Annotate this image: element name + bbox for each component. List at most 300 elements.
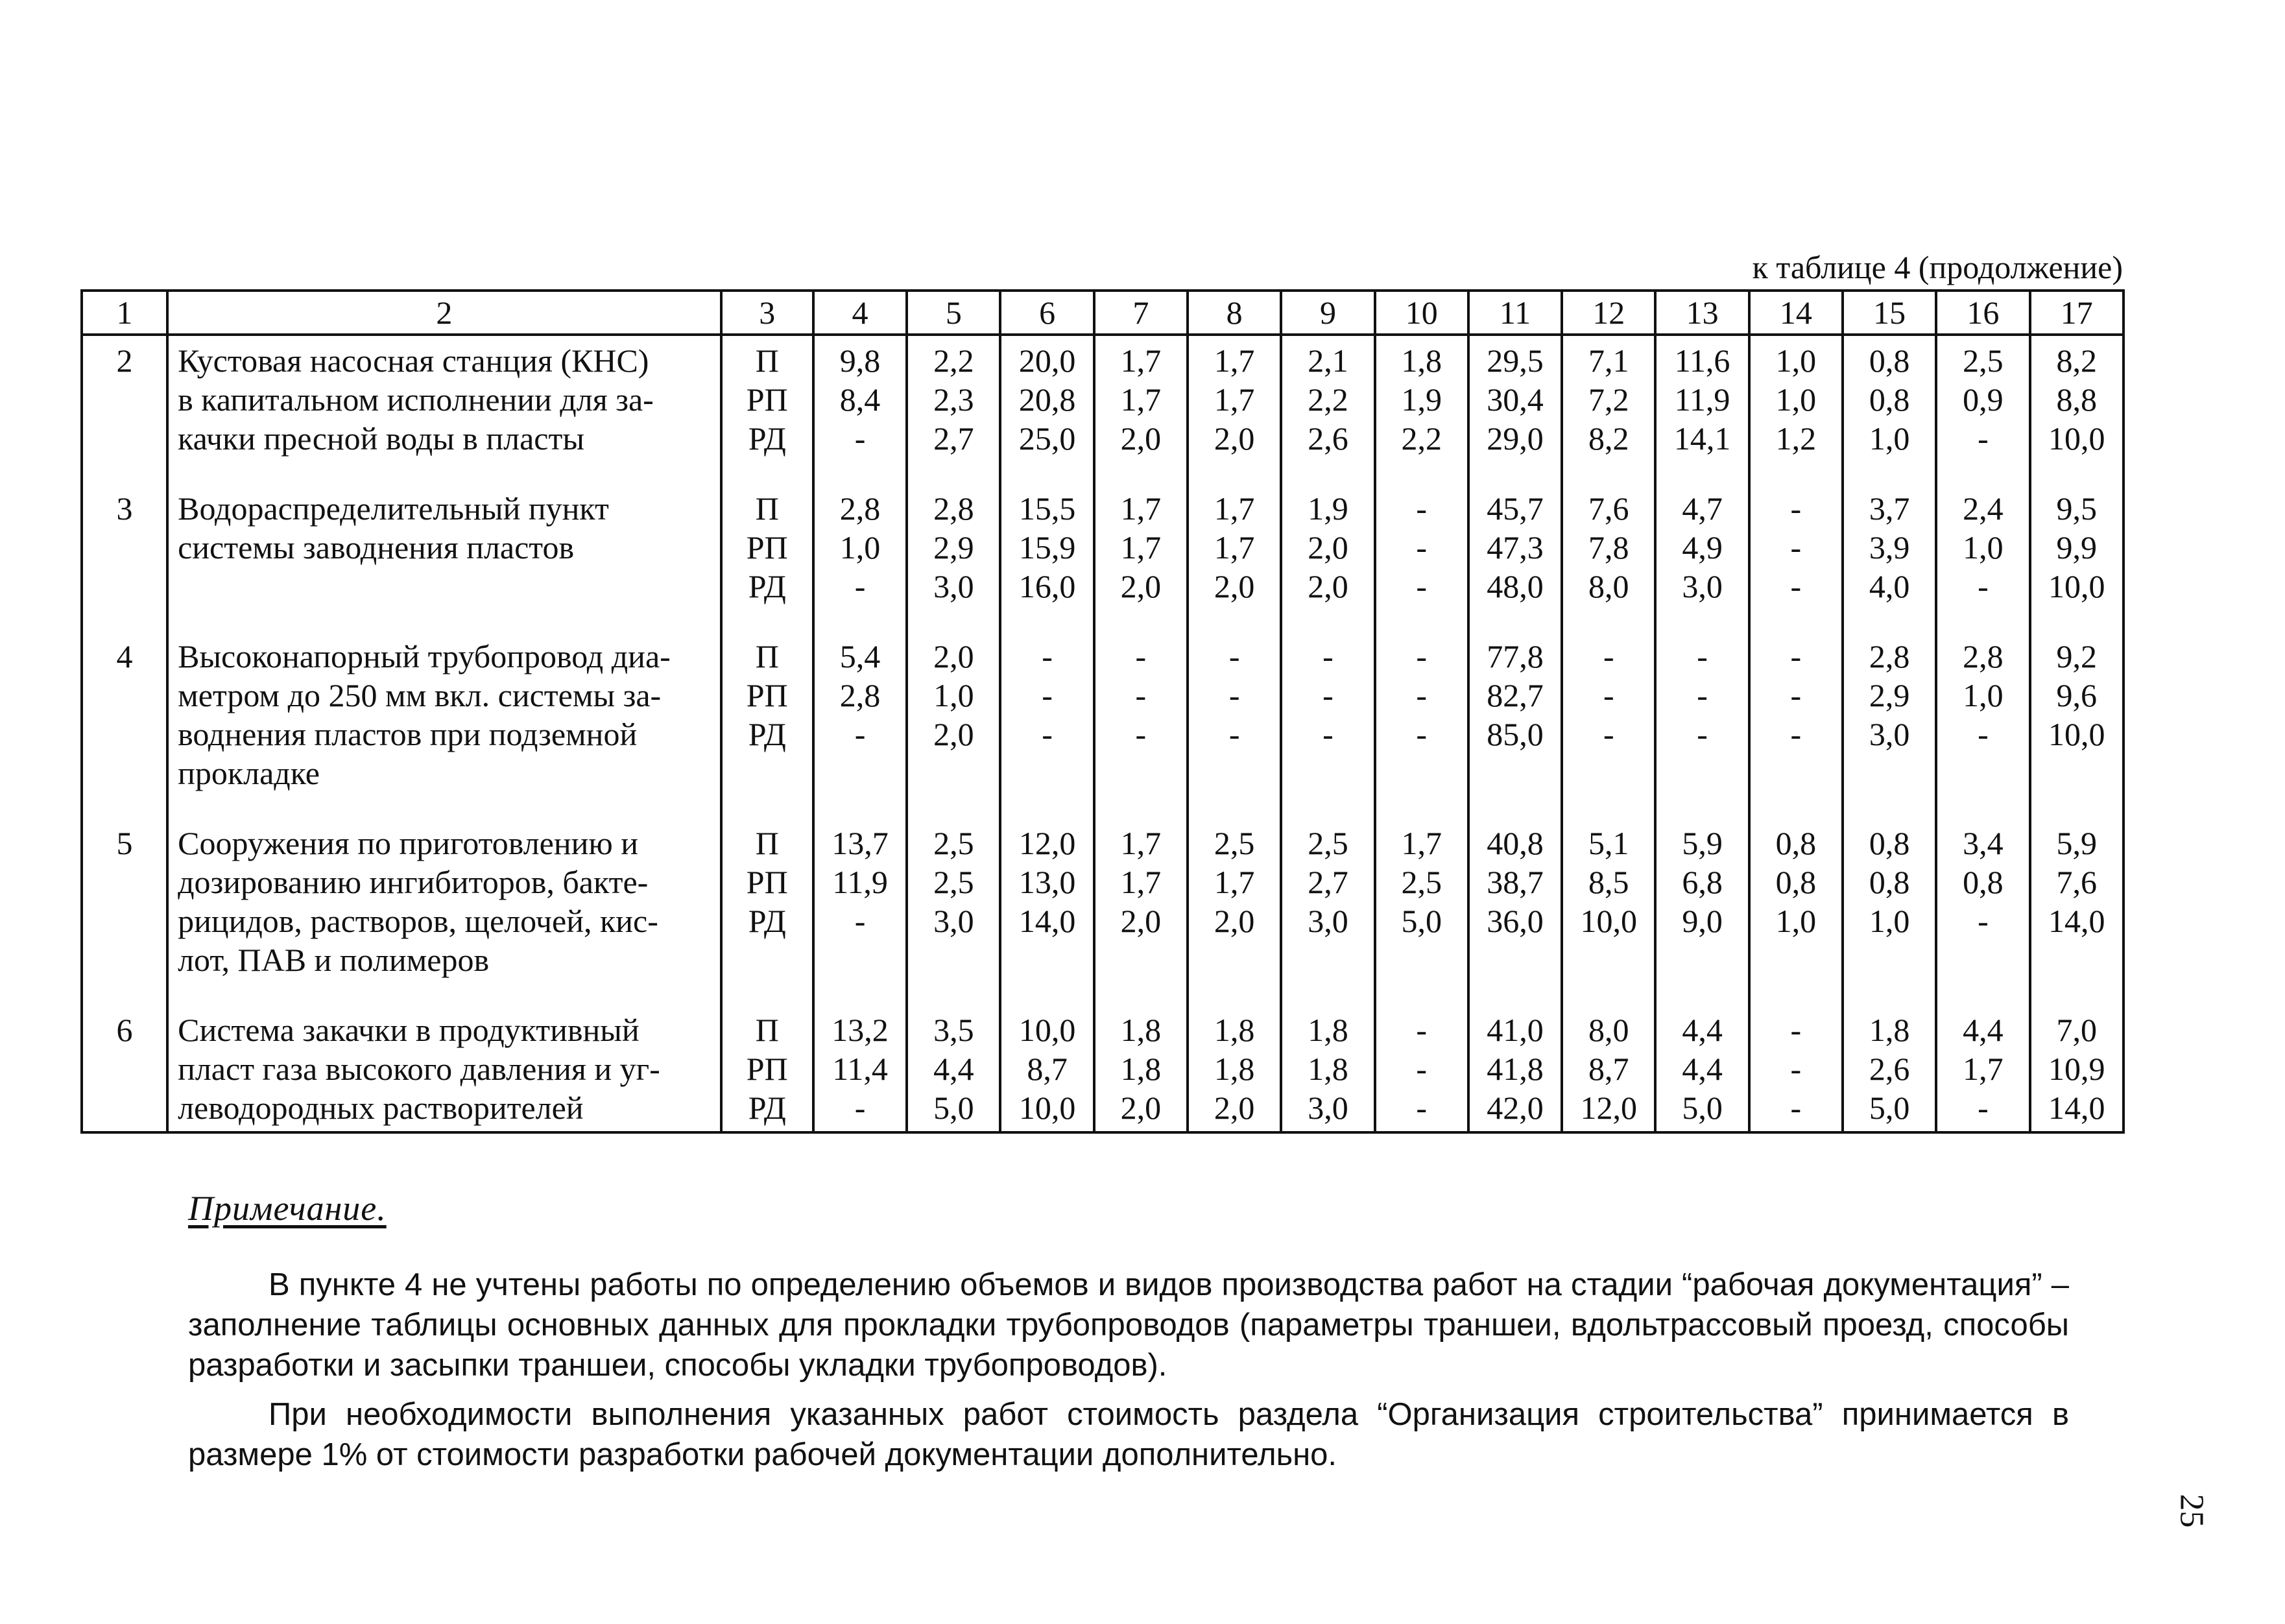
row-number xyxy=(82,1005,167,1132)
cell-value: 2,0 xyxy=(1120,903,1162,939)
cell-value: 2,8 xyxy=(1869,638,1910,675)
cell-value: 1,8 xyxy=(1120,1051,1162,1087)
cell-value: - xyxy=(1416,1090,1428,1126)
cell-value: 5,0 xyxy=(933,1090,974,1126)
column-header: 4 xyxy=(813,291,907,335)
value-cell xyxy=(1655,335,1749,484)
cell-value: 10,0 xyxy=(1018,1090,1076,1126)
column-header: 8 xyxy=(1188,291,1281,335)
value-cell xyxy=(1281,1005,1374,1132)
cell-value: 2,0 xyxy=(1214,903,1255,939)
value-cell xyxy=(1936,632,2029,818)
cell-value: 1,0 xyxy=(1775,381,1817,418)
cell-value: 1,7 xyxy=(1214,490,1255,527)
cell-value: 1,7 xyxy=(1214,864,1255,900)
value-cell xyxy=(1094,484,1188,632)
value-cell xyxy=(1562,484,1655,632)
value-cell xyxy=(2030,818,2123,1005)
row-name-line: Сооружения по приготовлению и xyxy=(178,825,639,861)
row-name-line: в капитальном исполнении для за- xyxy=(178,381,654,418)
cell-value: - xyxy=(1603,638,1614,675)
cell-value: 2,5 xyxy=(933,825,974,861)
cell-value: 45,7 xyxy=(1487,490,1544,527)
value-cell xyxy=(1468,818,1562,1005)
cell-value: - xyxy=(1042,638,1053,675)
stage-label: РП xyxy=(746,529,788,566)
value-cell xyxy=(1562,818,1655,1005)
cell-value: - xyxy=(1042,677,1053,713)
cell-value: 4,4 xyxy=(933,1051,974,1087)
stage-label: РД xyxy=(748,568,786,604)
value-cell xyxy=(813,484,907,632)
value-cell xyxy=(1188,335,1281,484)
table-body xyxy=(82,335,2123,1132)
cost-distribution-table xyxy=(80,289,2125,1134)
row-stages xyxy=(721,335,813,484)
cell-value: 9,8 xyxy=(839,342,881,379)
cell-value: - xyxy=(1790,490,1802,527)
stage-label: РП xyxy=(746,1051,788,1087)
table-header-row xyxy=(82,291,2123,335)
value-cell xyxy=(2030,632,2123,818)
cell-value: 2,6 xyxy=(1308,420,1348,457)
cell-value: 13,7 xyxy=(831,825,889,861)
cell-value: 3,7 xyxy=(1869,490,1910,527)
cell-value: 1,7 xyxy=(1214,342,1255,379)
value-cell xyxy=(1843,335,1936,484)
cell-value: 2,0 xyxy=(1214,420,1255,457)
value-cell xyxy=(1000,1005,1094,1132)
cell-value: 7,2 xyxy=(1588,381,1629,418)
row-number-text: 5 xyxy=(116,825,133,861)
cell-value: 1,8 xyxy=(1214,1012,1255,1048)
cell-value: 1,7 xyxy=(1120,342,1162,379)
cell-value: 0,8 xyxy=(1775,825,1817,861)
value-cell xyxy=(907,335,1000,484)
row-name-line: дозированию ингибиторов, бакте- xyxy=(178,864,649,900)
column-header: 3 xyxy=(721,291,813,335)
page-number: 25 xyxy=(2173,1494,2210,1528)
row-name-line: метром до 250 мм вкл. системы за- xyxy=(178,677,662,713)
cell-value: 7,6 xyxy=(2056,864,2098,900)
cell-value: 1,0 xyxy=(933,677,974,713)
value-cell xyxy=(1375,335,1468,484)
cell-value: 13,2 xyxy=(831,1012,889,1048)
cell-value: 1,7 xyxy=(1120,490,1162,527)
cell-value: 14,0 xyxy=(2048,1090,2105,1126)
value-cell xyxy=(1936,1005,2029,1132)
row-stages xyxy=(721,1005,813,1132)
row-name-line: прокладке xyxy=(178,755,320,791)
cell-value: 3,0 xyxy=(1308,903,1348,939)
value-cell xyxy=(1562,632,1655,818)
cell-value: - xyxy=(1416,638,1428,675)
cell-value: 8,2 xyxy=(2056,342,2098,379)
cell-value: - xyxy=(1790,716,1802,752)
cell-value: - xyxy=(1322,716,1334,752)
cell-value: 6,8 xyxy=(1682,864,1723,900)
cell-value: 2,4 xyxy=(1963,490,2004,527)
column-header: 6 xyxy=(1000,291,1094,335)
cell-value: - xyxy=(1978,1090,1989,1126)
cell-value: - xyxy=(1416,1012,1428,1048)
value-cell xyxy=(1281,818,1374,1005)
cell-value: 0,8 xyxy=(1869,825,1910,861)
cell-value: 12,0 xyxy=(1018,825,1076,861)
cell-value: 9,9 xyxy=(2056,529,2098,566)
cell-value: 29,5 xyxy=(1487,342,1544,379)
cell-value: 1,8 xyxy=(1214,1051,1255,1087)
cell-value: 4,7 xyxy=(1682,490,1723,527)
cell-value: 5,9 xyxy=(1682,825,1723,861)
row-stages xyxy=(721,818,813,1005)
note-paragraph: При необходимости выполнения указанных работ стоимость раздела “Организация строительства” принимается в размере 1% от стоимости разработки рабочей документации дополнительно. xyxy=(188,1397,2069,1472)
row-name-line: Высоконапорный трубопровод диа- xyxy=(178,638,671,675)
cell-value: 3,0 xyxy=(1682,568,1723,604)
value-cell xyxy=(1468,632,1562,818)
row-name-line: рицидов, растворов, щелочей, кис- xyxy=(178,903,658,939)
cell-value: 1,0 xyxy=(839,529,881,566)
cell-value: - xyxy=(1790,1012,1802,1048)
cell-value: - xyxy=(1790,529,1802,566)
cell-value: 10,0 xyxy=(1018,1012,1076,1048)
cell-value: 20,8 xyxy=(1018,381,1076,418)
cell-value: 16,0 xyxy=(1018,568,1076,604)
row-number xyxy=(82,335,167,484)
value-cell xyxy=(813,818,907,1005)
note-body xyxy=(188,1265,2069,1484)
cell-value: 0,9 xyxy=(1963,381,2004,418)
cell-value: - xyxy=(1416,490,1428,527)
cell-value: 14,0 xyxy=(2048,903,2105,939)
row-name-line: качки пресной воды в пласты xyxy=(178,420,584,457)
cell-value: 2,0 xyxy=(1214,1090,1255,1126)
cell-value: 3,9 xyxy=(1869,529,1910,566)
cell-value: - xyxy=(1603,716,1614,752)
table-row xyxy=(82,484,2123,632)
cell-value: 2,0 xyxy=(933,638,974,675)
note-title: Примечание. xyxy=(188,1189,387,1228)
cell-value: 47,3 xyxy=(1487,529,1544,566)
cell-value: - xyxy=(1322,677,1334,713)
value-cell xyxy=(1281,632,1374,818)
cell-value: 1,8 xyxy=(1120,1012,1162,1048)
value-cell xyxy=(1655,818,1749,1005)
cell-value: 77,8 xyxy=(1487,638,1544,675)
row-number xyxy=(82,818,167,1005)
row-name-line: Водораспределительный пункт xyxy=(178,490,609,527)
value-cell xyxy=(1188,484,1281,632)
column-header: 13 xyxy=(1655,291,1749,335)
row-name-line: пласт газа высокого давления и уг- xyxy=(178,1051,660,1087)
value-cell xyxy=(907,484,1000,632)
cell-value: - xyxy=(1978,420,1989,457)
value-cell xyxy=(1094,335,1188,484)
cell-value: 1,9 xyxy=(1308,490,1348,527)
row-name-line: Кустовая насосная станция (КНС) xyxy=(178,342,649,379)
cell-value: - xyxy=(1978,716,1989,752)
cell-value: 8,8 xyxy=(2056,381,2098,418)
value-cell xyxy=(1936,335,2029,484)
value-cell xyxy=(1000,484,1094,632)
cell-value: - xyxy=(1697,677,1708,713)
cell-value: 1,7 xyxy=(1401,825,1442,861)
cell-value: 1,7 xyxy=(1120,864,1162,900)
row-number-text: 4 xyxy=(116,638,133,675)
value-cell xyxy=(1749,335,1843,484)
cell-value: 40,8 xyxy=(1487,825,1544,861)
value-cell xyxy=(2030,335,2123,484)
cell-value: - xyxy=(1322,638,1334,675)
cell-value: 41,8 xyxy=(1487,1051,1544,1087)
cell-value: 85,0 xyxy=(1487,716,1544,752)
stage-label: П xyxy=(755,490,779,527)
row-name xyxy=(167,632,721,818)
row-stages xyxy=(721,484,813,632)
row-name-line: лот, ПАВ и полимеров xyxy=(178,942,490,978)
stage-label: РД xyxy=(748,716,786,752)
cell-value: 41,0 xyxy=(1487,1012,1544,1048)
cell-value: 14,0 xyxy=(1018,903,1076,939)
cell-value: 5,4 xyxy=(839,638,881,675)
column-header: 11 xyxy=(1468,291,1562,335)
cell-value: 1,7 xyxy=(1120,381,1162,418)
cell-value: 2,5 xyxy=(1401,864,1442,900)
value-cell xyxy=(1562,1005,1655,1132)
cell-value: 2,7 xyxy=(1308,864,1348,900)
value-cell xyxy=(1749,818,1843,1005)
value-cell xyxy=(1843,818,1936,1005)
value-cell xyxy=(1375,632,1468,818)
cell-value: - xyxy=(1416,716,1428,752)
table-row xyxy=(82,335,2123,484)
value-cell xyxy=(1375,484,1468,632)
value-cell xyxy=(1655,632,1749,818)
cell-value: - xyxy=(1135,677,1147,713)
cell-value: 2,8 xyxy=(839,490,881,527)
cell-value: 42,0 xyxy=(1487,1090,1544,1126)
row-number xyxy=(82,632,167,818)
cell-value: - xyxy=(1135,638,1147,675)
cell-value: 0,8 xyxy=(1869,381,1910,418)
cell-value: 48,0 xyxy=(1487,568,1544,604)
cell-value: 2,1 xyxy=(1308,342,1348,379)
cell-value: - xyxy=(1416,568,1428,604)
table-row xyxy=(82,818,2123,1005)
cell-value: - xyxy=(854,1090,866,1126)
cell-value: 5,0 xyxy=(1682,1090,1723,1126)
cell-value: 1,9 xyxy=(1401,381,1442,418)
value-cell xyxy=(1000,335,1094,484)
cell-value: - xyxy=(1416,1051,1428,1087)
cell-value: 5,0 xyxy=(1869,1090,1910,1126)
row-number-text: 2 xyxy=(116,342,133,379)
cell-value: 15,9 xyxy=(1018,529,1076,566)
cell-value: 3,0 xyxy=(1869,716,1910,752)
value-cell xyxy=(1281,335,1374,484)
cell-value: - xyxy=(1135,716,1147,752)
cell-value: - xyxy=(1790,677,1802,713)
cell-value: 1,0 xyxy=(1869,420,1910,457)
value-cell xyxy=(1936,484,2029,632)
column-header: 9 xyxy=(1281,291,1374,335)
cell-value: - xyxy=(1697,716,1708,752)
row-number xyxy=(82,484,167,632)
cell-value: 2,0 xyxy=(1120,420,1162,457)
value-cell xyxy=(2030,484,2123,632)
cell-value: 11,4 xyxy=(832,1051,888,1087)
row-number-text: 3 xyxy=(116,490,133,527)
cell-value: 2,2 xyxy=(933,342,974,379)
cell-value: - xyxy=(1603,677,1614,713)
table-row xyxy=(82,632,2123,818)
value-cell xyxy=(813,335,907,484)
cell-value: 1,7 xyxy=(1120,529,1162,566)
value-cell xyxy=(1655,1005,1749,1132)
value-cell xyxy=(1749,632,1843,818)
column-header: 12 xyxy=(1562,291,1655,335)
row-stages xyxy=(721,632,813,818)
cell-value: 9,2 xyxy=(2056,638,2098,675)
value-cell xyxy=(907,818,1000,1005)
cell-value: 8,0 xyxy=(1588,568,1629,604)
cell-value: 2,9 xyxy=(1869,677,1910,713)
cell-value: 11,6 xyxy=(1674,342,1730,379)
table-row xyxy=(82,1005,2123,1132)
cell-value: 1,8 xyxy=(1401,342,1442,379)
cell-value: 2,2 xyxy=(1401,420,1442,457)
row-name-line: воднения пластов при подземной xyxy=(178,716,638,752)
stage-label: РД xyxy=(748,420,786,457)
cell-value: 10,0 xyxy=(1580,903,1638,939)
column-header: 14 xyxy=(1749,291,1843,335)
cell-value: 15,5 xyxy=(1018,490,1076,527)
value-cell xyxy=(2030,1005,2123,1132)
cell-value: 2,9 xyxy=(933,529,974,566)
cell-value: 5,9 xyxy=(2056,825,2098,861)
stage-label: РП xyxy=(746,677,788,713)
cell-value: 3,5 xyxy=(933,1012,974,1048)
cell-value: 2,8 xyxy=(839,677,881,713)
row-name xyxy=(167,335,721,484)
column-header: 15 xyxy=(1843,291,1936,335)
cell-value: 20,0 xyxy=(1018,342,1076,379)
column-header: 17 xyxy=(2030,291,2123,335)
cell-value: 2,5 xyxy=(1214,825,1255,861)
cell-value: 4,0 xyxy=(1869,568,1910,604)
cell-value: 0,8 xyxy=(1963,864,2004,900)
row-number-text: 6 xyxy=(116,1012,133,1048)
value-cell xyxy=(1188,1005,1281,1132)
cell-value: - xyxy=(854,903,866,939)
value-cell xyxy=(1094,1005,1188,1132)
cell-value: - xyxy=(1042,716,1053,752)
cell-value: 5,1 xyxy=(1588,825,1629,861)
cell-value: 10,0 xyxy=(2048,716,2105,752)
value-cell xyxy=(907,1005,1000,1132)
cell-value: - xyxy=(1978,903,1989,939)
cell-value: - xyxy=(854,568,866,604)
cell-value: - xyxy=(1228,677,1240,713)
stage-label: П xyxy=(755,825,779,861)
value-cell xyxy=(1749,1005,1843,1132)
value-cell xyxy=(1000,632,1094,818)
column-header: 5 xyxy=(907,291,1000,335)
cell-value: 0,8 xyxy=(1869,342,1910,379)
value-cell xyxy=(1468,1005,1562,1132)
cell-value: 1,0 xyxy=(1963,677,2004,713)
value-cell xyxy=(1375,818,1468,1005)
cell-value: 1,0 xyxy=(1963,529,2004,566)
cell-value: 1,2 xyxy=(1775,420,1817,457)
cell-value: 3,0 xyxy=(1308,1090,1348,1126)
cell-value: 4,4 xyxy=(1963,1012,2004,1048)
cell-value: 10,9 xyxy=(2048,1051,2105,1087)
cell-value: 29,0 xyxy=(1487,420,1544,457)
value-cell xyxy=(1936,818,2029,1005)
cell-value: 1,0 xyxy=(1869,903,1910,939)
column-header: 7 xyxy=(1094,291,1188,335)
cell-value: - xyxy=(1697,638,1708,675)
cell-value: 2,0 xyxy=(933,716,974,752)
cell-value: 4,4 xyxy=(1682,1051,1723,1087)
cell-value: - xyxy=(854,420,866,457)
cell-value: 7,0 xyxy=(2056,1012,2098,1048)
value-cell xyxy=(1094,632,1188,818)
cell-value: 2,0 xyxy=(1214,568,1255,604)
cell-value: 7,1 xyxy=(1588,342,1629,379)
value-cell xyxy=(1188,632,1281,818)
value-cell xyxy=(1843,1005,1936,1132)
cell-value: 2,0 xyxy=(1120,568,1162,604)
value-cell xyxy=(1468,335,1562,484)
stage-label: П xyxy=(755,1012,779,1048)
value-cell xyxy=(1094,818,1188,1005)
note-paragraph: В пункте 4 не учтены работы по определению объемов и видов производства работ на стадии “рабочая документация” – заполнение таблицы основных данных для прокладки трубопроводов (параметры траншеи, вдольтрассовый проезд, способы разработки и засыпки траншеи, способы укладки трубопроводов). xyxy=(188,1267,2069,1383)
cell-value: 2,3 xyxy=(933,381,974,418)
cell-value: 3,0 xyxy=(933,568,974,604)
cell-value: 13,0 xyxy=(1018,864,1076,900)
cell-value: 3,0 xyxy=(933,903,974,939)
cell-value: - xyxy=(1978,568,1989,604)
cell-value: - xyxy=(1416,529,1428,566)
cell-value: 3,4 xyxy=(1963,825,2004,861)
value-cell xyxy=(1562,335,1655,484)
cell-value: 1,7 xyxy=(1963,1051,2004,1087)
cell-value: 2,0 xyxy=(1308,568,1348,604)
cell-value: 2,0 xyxy=(1308,529,1348,566)
table-caption: к таблице 4 (продолжение) xyxy=(1752,249,2123,285)
cell-value: - xyxy=(1790,1090,1802,1126)
cell-value: 7,8 xyxy=(1588,529,1629,566)
cell-value: 2,2 xyxy=(1308,381,1348,418)
cell-value: 1,7 xyxy=(1120,825,1162,861)
value-cell xyxy=(1843,632,1936,818)
cell-value: 8,5 xyxy=(1588,864,1629,900)
cell-value: 4,9 xyxy=(1682,529,1723,566)
column-header: 1 xyxy=(82,291,167,335)
cell-value: 7,6 xyxy=(1588,490,1629,527)
row-name xyxy=(167,1005,721,1132)
cell-value: - xyxy=(854,716,866,752)
cell-value: - xyxy=(1228,716,1240,752)
cell-value: 1,7 xyxy=(1214,381,1255,418)
cell-value: 12,0 xyxy=(1580,1090,1638,1126)
cell-value: 10,0 xyxy=(2048,420,2105,457)
value-cell xyxy=(813,632,907,818)
cell-value: 8,0 xyxy=(1588,1012,1629,1048)
cell-value: 8,7 xyxy=(1588,1051,1629,1087)
